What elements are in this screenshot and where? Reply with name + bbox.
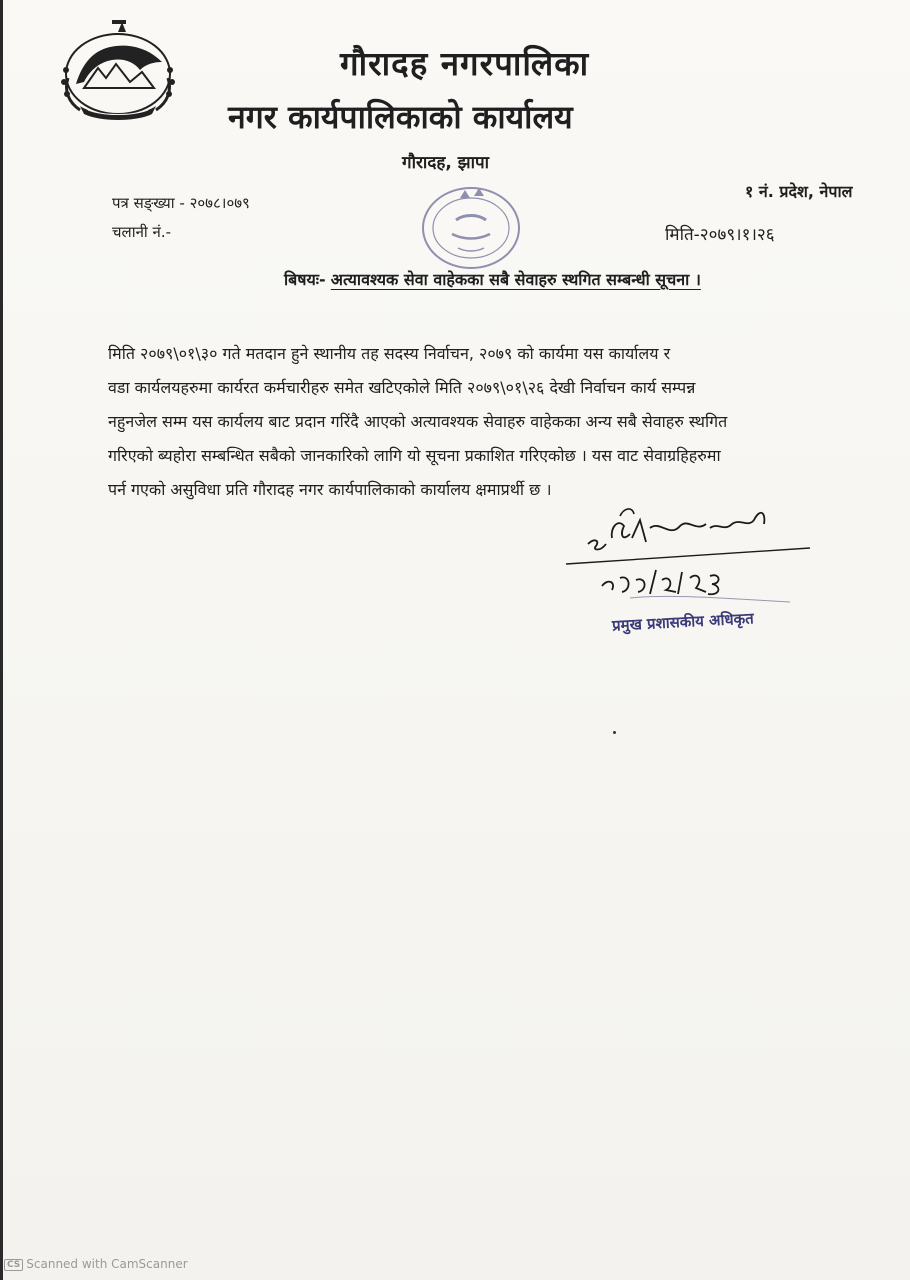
- watermark-text: Scanned with CamScanner: [26, 1257, 188, 1271]
- scan-edge: [0, 0, 3, 1280]
- letter-date: मिति-२०७९।१।२६: [665, 225, 775, 245]
- speck: [613, 731, 616, 734]
- office-stamp: [412, 178, 530, 274]
- nepal-emblem-icon: [54, 18, 182, 122]
- body-line: पर्न गएको असुविधा प्रति गौरादह नगर कार्यपालिकाको कार्यालय क्षमाप्रर्थी छ ।: [108, 480, 552, 499]
- subject-label: बिषयः-: [284, 270, 326, 289]
- office-address: गौरादह, झापा: [402, 153, 490, 173]
- body-line: गरिएको ब्यहोरा सम्बन्धित सबैको जानकारिको लागि यो सूचना प्रकाशित गरिएकोछ । यस वाट सेवाग्रहिहरुमा: [108, 446, 721, 465]
- office-name: नगर कार्यपालिकाको कार्यालय: [228, 98, 573, 136]
- municipality-name: गौरादह नगरपालिका: [340, 44, 590, 83]
- body-line: नहुनजेल सम्म यस कार्यलय बाट प्रदान गरिंदै आएको अत्यावश्यक सेवाहरु वाहेकका अन्य सबै सेवाहरु स्थगित: [108, 412, 728, 431]
- subject-line: [284, 268, 701, 290]
- dispatch-number: चलानी नं.-: [112, 223, 172, 241]
- subject-text: अत्यावश्यक सेवा वाहेकका सबै सेवाहरु स्थगित सम्बन्धी सूचना ।: [330, 270, 701, 289]
- camscanner-logo-icon: CS: [4, 1259, 23, 1271]
- official-title: प्रमुख प्रशासकीय अधिकृत: [611, 609, 755, 635]
- body-line: मिति २०७९\०१\३० गते मतदान हुने स्थानीय तह सदस्य निर्वाचन, २०७९ को कार्यमा यस कार्यालय र: [108, 344, 671, 363]
- scanner-watermark: [4, 1257, 188, 1271]
- reference-number: पत्र सङ्ख्या - २०७८।०७९: [112, 194, 250, 212]
- province-line: १ नं. प्रदेश, नेपाल: [745, 182, 853, 201]
- body-line: वडा कार्यलयहरुमा कार्यरत कर्मचारीहरु समेत खटिएकोले मिति २०७९\०१\२६ देखी निर्वाचन कार्य सम्पन्न: [108, 378, 696, 397]
